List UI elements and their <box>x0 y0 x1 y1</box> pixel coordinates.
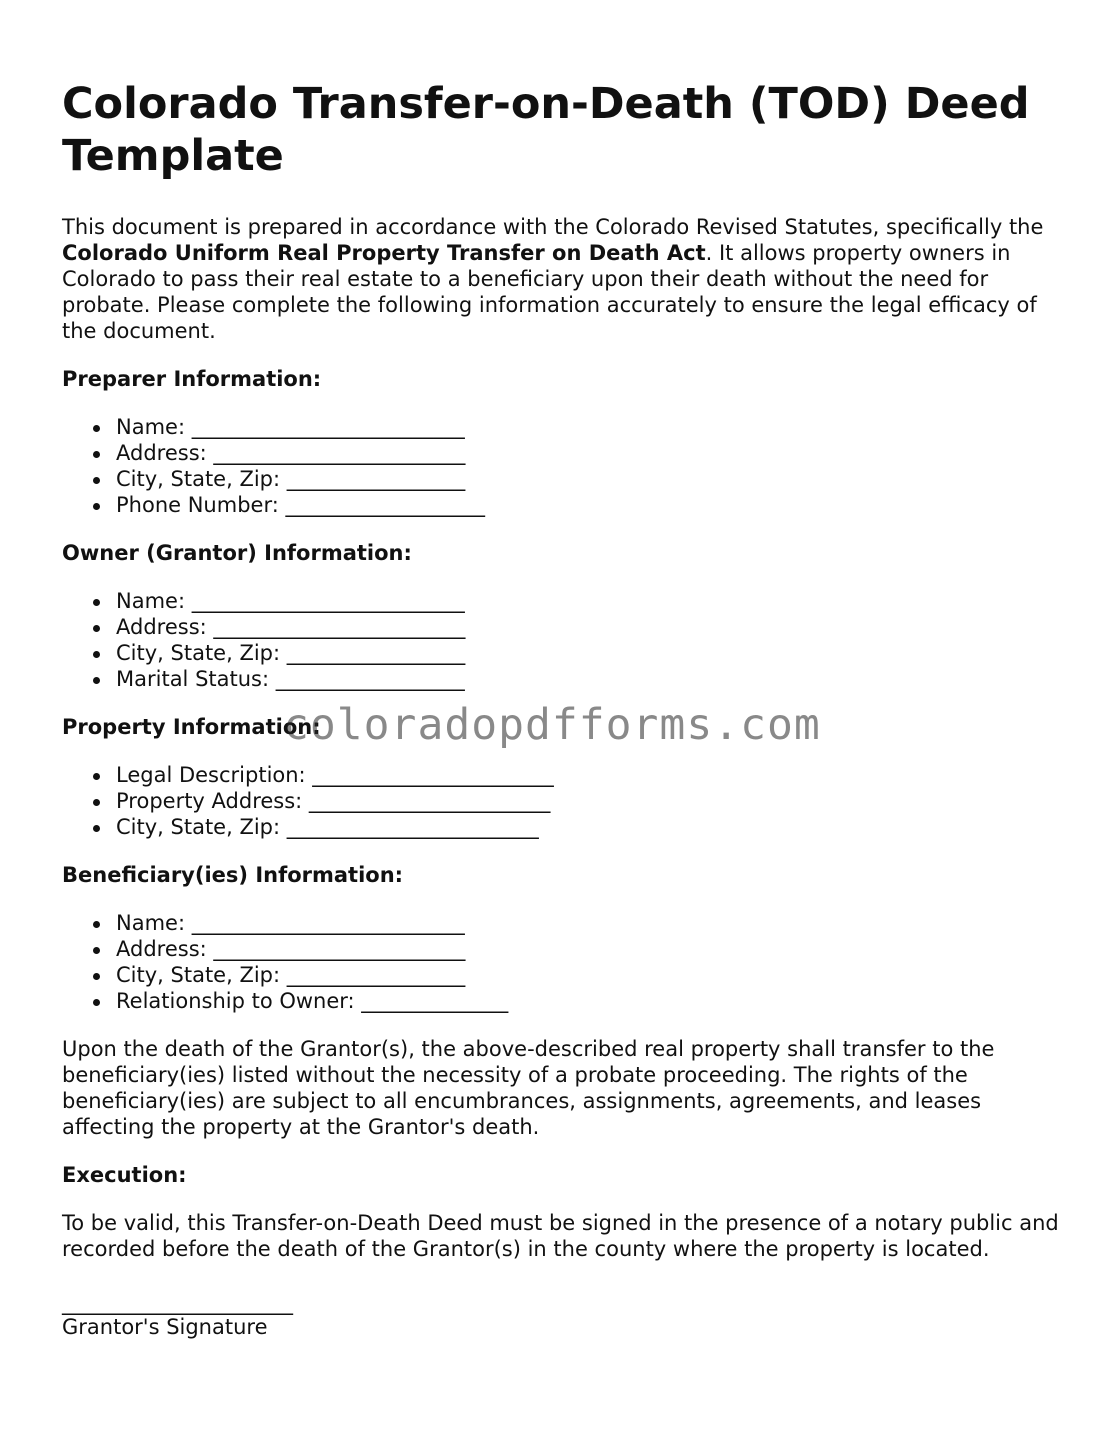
document-title: Colorado Transfer-on-Death (TOD) Deed Template <box>62 79 1030 181</box>
preparer-section-title: Preparer Information: <box>62 367 322 391</box>
intro-text-2: . It allows property owners in Colorado to pass their real estate to a beneficiary upon their death without the need for probate. Please complete the following information accurately to ensure the legal efficacy of the document. <box>62 241 1037 343</box>
beneficiary-relationship-field: Relationship to Owner: ______________ <box>116 988 1062 1014</box>
execution-section-title: Execution: <box>62 1163 187 1187</box>
signature-label: Grantor's Signature <box>62 1315 268 1339</box>
signature-line: ______________________ <box>62 1291 293 1315</box>
watermark-text: coloradopdfforms.com <box>283 700 821 750</box>
owner-name-field: Name: __________________________ <box>116 588 1062 614</box>
owner-fields-list <box>62 588 1062 692</box>
intro-act-name: Colorado Uniform Real Property Transfer on Death Act <box>62 241 706 265</box>
owner-marital-status-field: Marital Status: __________________ <box>116 666 1062 692</box>
intro-text-1: This document is prepared in accordance with the Colorado Revised Statutes, specifically the <box>62 215 1044 239</box>
preparer-fields-list <box>62 414 1062 518</box>
beneficiary-city-state-zip-field: City, State, Zip: _________________ <box>116 962 1062 988</box>
beneficiary-address-field: Address: ________________________ <box>116 936 1062 962</box>
preparer-address-field: Address: ________________________ <box>116 440 1062 466</box>
beneficiary-section-title: Beneficiary(ies) Information: <box>62 863 404 887</box>
property-legal-description-field: Legal Description: _______________________ <box>116 762 1062 788</box>
owner-section-title: Owner (Grantor) Information: <box>62 541 412 565</box>
property-address-field: Property Address: _______________________ <box>116 788 1062 814</box>
property-section-title: Property Information: <box>62 715 321 739</box>
intro-paragraph <box>62 214 1062 344</box>
execution-paragraph: To be valid, this Transfer-on-Death Deed must be signed in the presence of a notary public and recorded before the death of the Grantor(s) in the county where the property is located. <box>62 1211 1059 1261</box>
beneficiary-name-field: Name: __________________________ <box>116 910 1062 936</box>
preparer-phone-field: Phone Number: ___________________ <box>116 492 1062 518</box>
property-fields-list <box>62 762 1062 840</box>
beneficiary-fields-list <box>62 910 1062 1014</box>
preparer-name-field: Name: __________________________ <box>116 414 1062 440</box>
owner-address-field: Address: ________________________ <box>116 614 1062 640</box>
property-city-state-zip-field: City, State, Zip: ________________________ <box>116 814 1062 840</box>
owner-city-state-zip-field: City, State, Zip: _________________ <box>116 640 1062 666</box>
preparer-city-state-zip-field: City, State, Zip: _________________ <box>116 466 1062 492</box>
transfer-paragraph: Upon the death of the Grantor(s), the above-described real property shall transfer to the beneficiary(ies) listed without the necessity of a probate proceeding. The rights of the beneficiary(ies) are subject to all encumbrances, assignments, agreements, and leases affecting the property at the Grantor's death. <box>62 1037 995 1139</box>
